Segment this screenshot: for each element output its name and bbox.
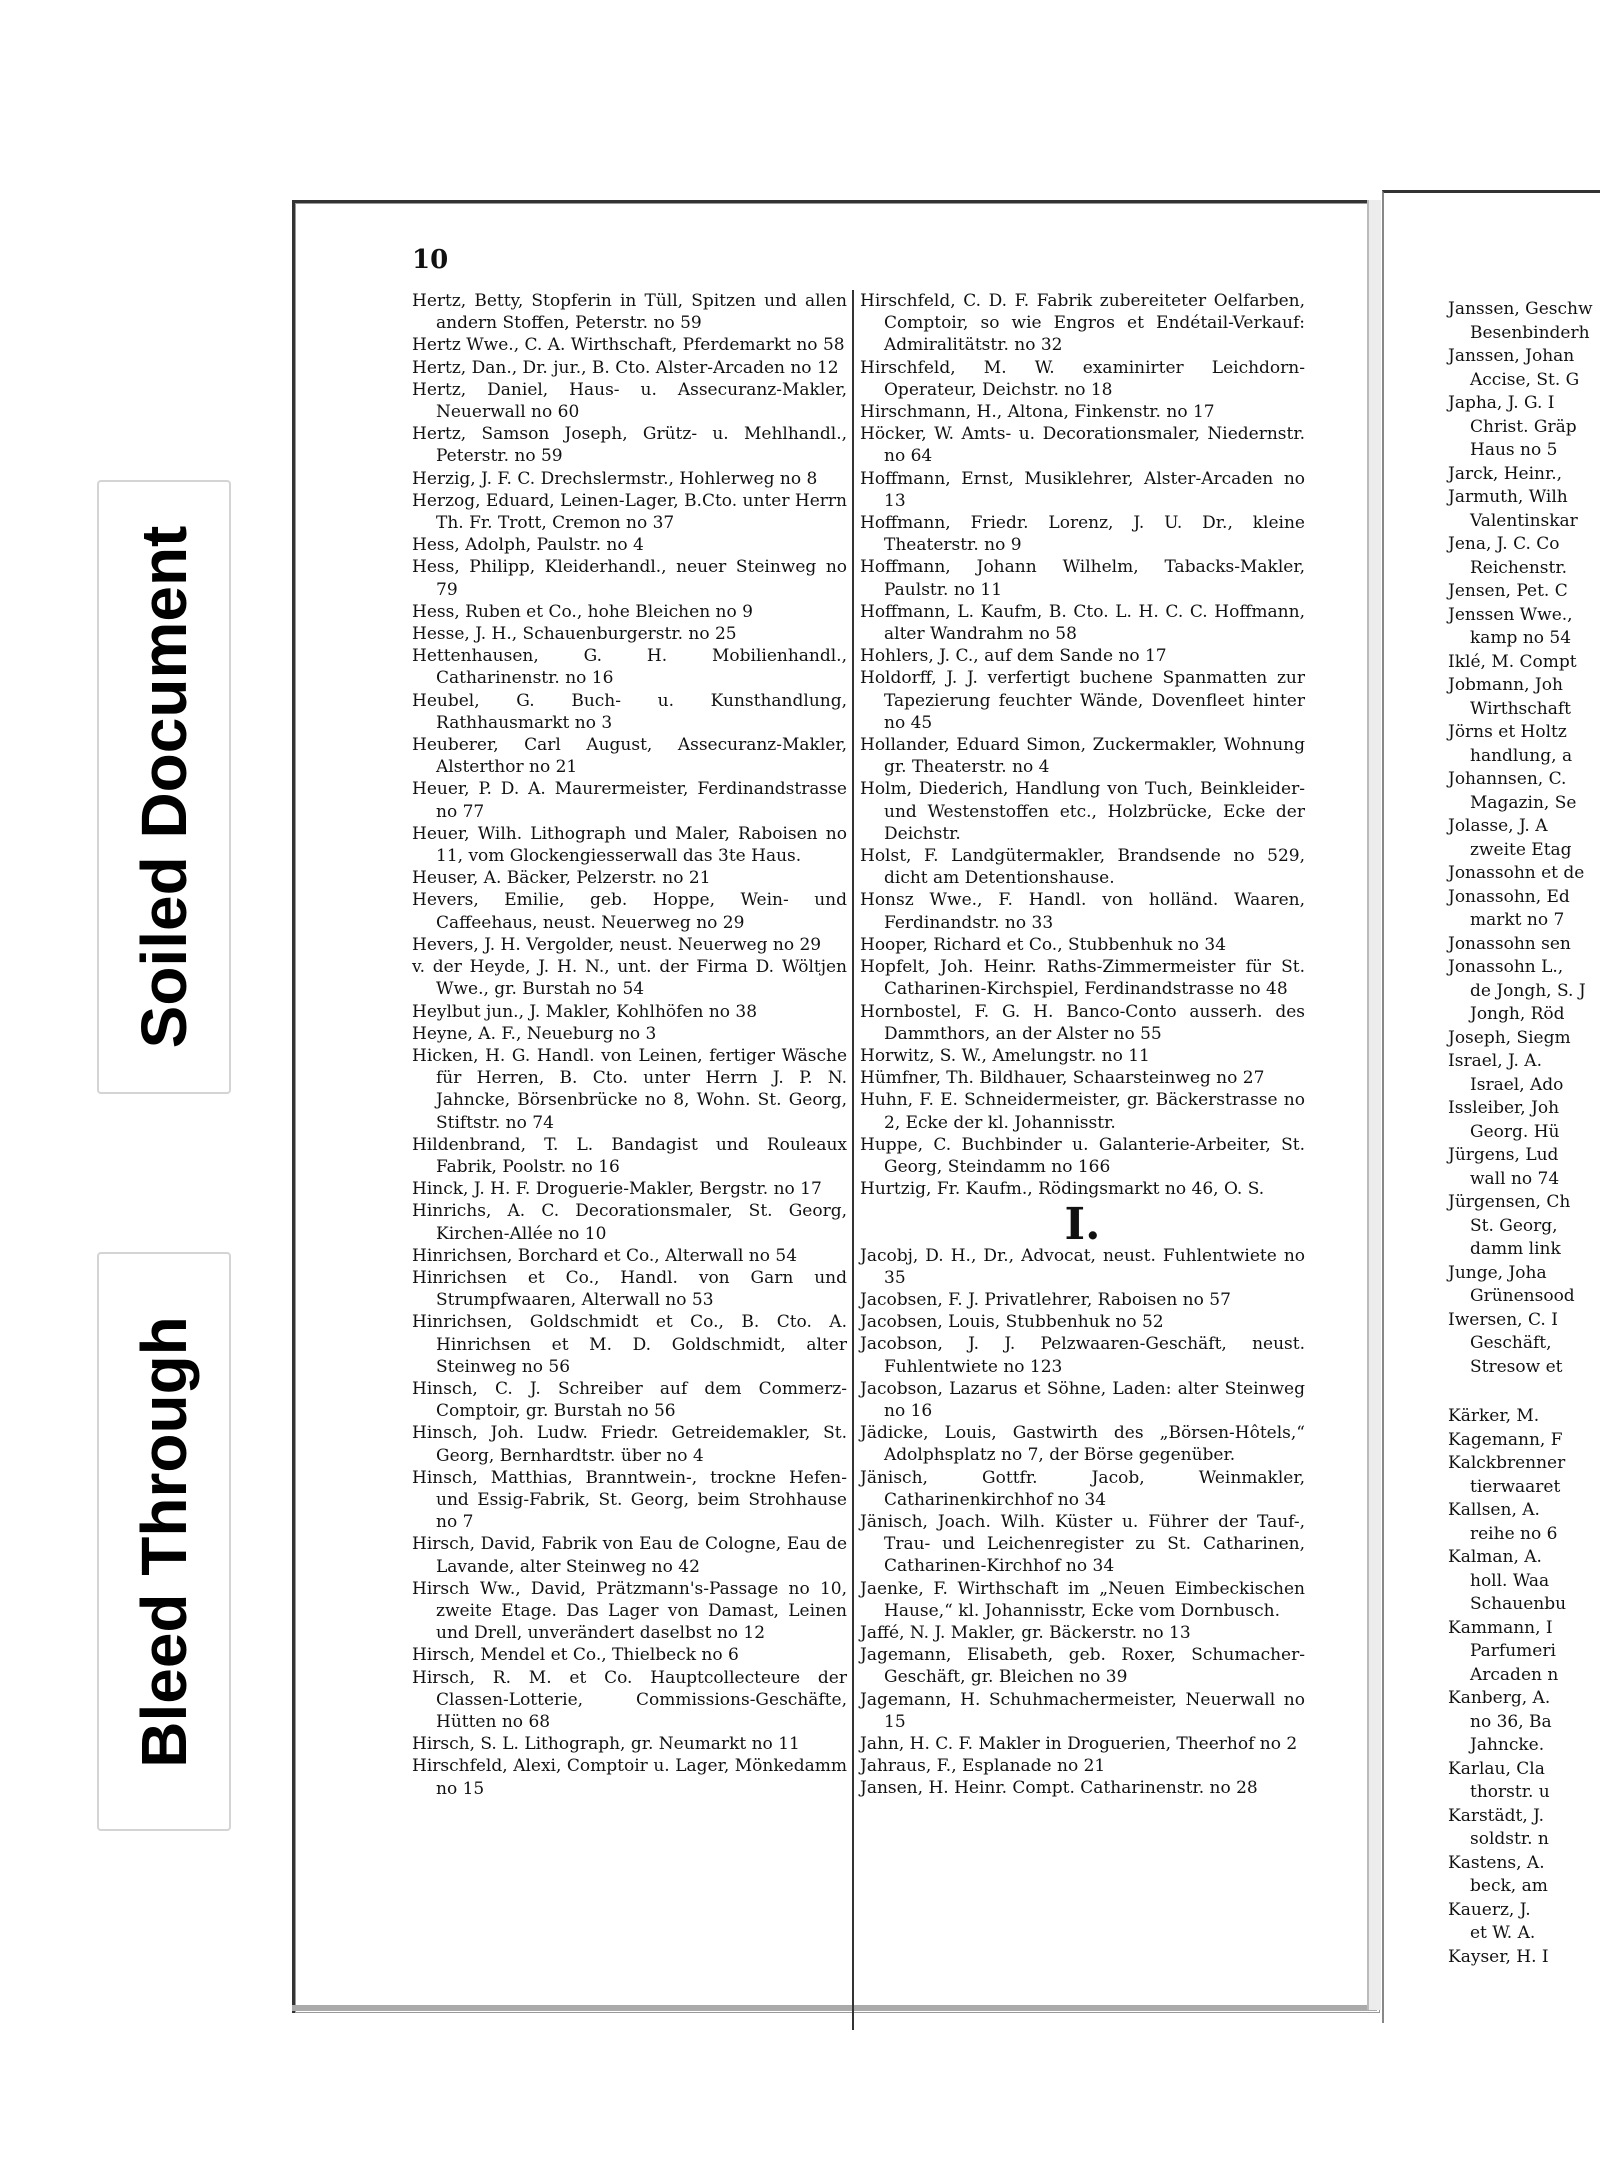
facing-page-line: thorstr. u (1470, 1782, 1550, 1802)
facing-page-line: Kagemann, F (1448, 1429, 1563, 1450)
directory-entry: Hirschfeld, C. D. F. Fabrik zubereiteter Oelfarben, Comptoir, so wie Engros et Endétail-Verkauf: Admiralitätstr. no 32 (860, 291, 1305, 356)
facing-page-line: Valentinskar (1470, 510, 1578, 531)
facing-page-line: Jörns et Holtz (1448, 722, 1567, 742)
directory-entry: Hirschmann, H., Altona, Finkenstr. no 17 (860, 402, 1215, 423)
directory-entry: Jagemann, H. Schuhmachermeister, Neuerwall no 15 (860, 1689, 1305, 1732)
directory-entry: Hoffmann, Ernst, Musiklehrer, Alster-Arcaden no 13 (860, 468, 1305, 511)
directory-entry: Jacobsen, F. J. Privatlehrer, Raboisen no 57 (860, 1289, 1231, 1310)
directory-entry: v. der Heyde, J. H. N., unt. der Firma D. Wöltjen Wwe., gr. Burstah no 54 (412, 957, 847, 1000)
directory-entry: Hinrichsen, Goldschmidt et Co., B. Cto. A. Hinrichsen et M. D. Goldschmidt, alter Steinweg no 56 (412, 1312, 847, 1377)
facing-page-line: Jonassohn et de (1448, 863, 1585, 883)
facing-page-line: Parfumeri (1470, 1641, 1556, 1661)
facing-page-line: Kauerz, J. (1448, 1899, 1531, 1920)
facing-page-line: Kalman, A. (1448, 1547, 1542, 1567)
directory-entry: Holdorff, J. J. verfertigt buchene Spanmatten zur Tapezierung feuchter Wände, Dovenfleet hinter no 45 (860, 668, 1305, 733)
facing-page-line: Kalckbrenner (1448, 1453, 1566, 1473)
directory-entry: Hinrichsen, Borchard et Co., Alterwall no 54 (412, 1245, 798, 1266)
facing-page-line: Kastens, A. (1448, 1852, 1545, 1873)
directory-entry: Hurtzig, Fr. Kaufm., Rödingsmarkt no 46, O. S. (860, 1179, 1265, 1200)
facing-page-column (1448, 298, 1600, 1969)
facing-page-line: Karlau, Cla (1448, 1758, 1545, 1779)
directory-entry: Jahraus, F., Esplanade no 21 (860, 1756, 1106, 1777)
facing-page-line: St. Georg, (1470, 1215, 1558, 1236)
facing-page-line: Jensen, Pet. C (1448, 581, 1568, 601)
directory-entry: Hess, Philipp, Kleiderhandl., neuer Steinweg no 79 (412, 557, 847, 600)
directory-entry: Hümfner, Th. Bildhauer, Schaarsteinweg no 27 (860, 1068, 1265, 1089)
directory-entry: Hirsch, S. L. Lithograph, gr. Neumarkt no 11 (412, 1734, 800, 1755)
facing-page-line: Johannsen, C. (1448, 769, 1567, 789)
facing-page-line: Geschäft, (1470, 1333, 1552, 1353)
facing-page-line: Stresow et (1470, 1356, 1563, 1377)
directory-entry: Hildenbrand, T. L. Bandagist und Rouleaux Fabrik, Poolstr. no 16 (412, 1134, 847, 1177)
facing-page-line: Jobmann, Joh (1448, 675, 1563, 695)
directory-entry: Hirsch, David, Fabrik von Eau de Cologne, Eau de Lavande, alter Steinweg no 42 (412, 1534, 847, 1577)
directory-entry: Heuberer, Carl August, Assecuranz-Makler, Alsterthor no 21 (412, 735, 847, 778)
directory-entry: Jacobsen, Louis, Stubbenhuk no 52 (860, 1312, 1164, 1333)
page-bottom-edge (292, 2005, 1377, 2011)
facing-page-line: Kallsen, A. (1448, 1500, 1540, 1520)
directory-entry: Herzig, J. F. C. Drechslermstr., Hohlerweg no 8 (412, 468, 818, 489)
facing-page-line: Jürgensen, Ch (1448, 1192, 1571, 1212)
directory-entry: Huppe, C. Buchbinder u. Galanterie-Arbeiter, St. Georg, Steindamm no 166 (860, 1134, 1305, 1177)
facing-page-line: handlung, a (1470, 745, 1573, 766)
facing-page-line: Haus no 5 (1470, 440, 1558, 460)
directory-entry: Jacobson, Lazarus et Söhne, Laden: alter Steinweg no 16 (860, 1378, 1305, 1421)
facing-page-line: Jonassohn sen (1448, 933, 1571, 954)
directory-entry: Heuser, A. Bäcker, Pelzerstr. no 21 (412, 868, 711, 889)
facing-page-line: Besenbinderh (1470, 322, 1590, 343)
facing-page-line: Magazin, Se (1470, 792, 1577, 813)
column-2-bottom (860, 1245, 1305, 1800)
directory-entry: Heyne, A. F., Neueburg no 3 (412, 1023, 657, 1044)
directory-entry: Herzog, Eduard, Leinen-Lager, B.Cto. unter Herrn Th. Fr. Trott, Cremon no 37 (412, 490, 847, 534)
facing-page-line: Issleiber, Joh (1448, 1098, 1560, 1118)
facing-page-line: Israel, Ado (1470, 1074, 1564, 1095)
directory-entry: Hollander, Eduard Simon, Zuckermakler, Wohnung gr. Theaterstr. no 4 (860, 735, 1305, 778)
directory-entry: Jagemann, Elisabeth, geb. Roxer, Schumacher-Geschäft, gr. Bleichen no 39 (860, 1645, 1305, 1688)
directory-entry: Hertz, Betty, Stopferin in Tüll, Spitzen und allen andern Stoffen, Peterstr. no 59 (412, 291, 847, 334)
directory-entry: Hinck, J. H. F. Droguerie-Makler, Bergstr. no 17 (412, 1179, 822, 1200)
directory-entry: Hopfelt, Joh. Heinr. Raths-Zimmermeister für St. Catharinen-Kirchspiel, Ferdinandstrasse no 48 (860, 957, 1305, 1000)
directory-entry: Hertz, Daniel, Haus- u. Assecuranz-Makler, Neuerwall no 60 (412, 379, 847, 423)
soiled-document-label-box (97, 480, 231, 1094)
directory-entry: Hinsch, C. J. Schreiber auf dem Commerz-Comptoir, gr. Burstah no 56 (412, 1378, 847, 1422)
directory-entry: Jänisch, Gottfr. Jacob, Weinmakler, Catharinenkirchhof no 34 (860, 1467, 1305, 1510)
facing-page-line: reihe no 6 (1470, 1523, 1558, 1544)
facing-page-line: Jahncke. (1470, 1735, 1545, 1755)
column-1 (412, 290, 847, 1800)
directory-entry: Hevers, J. H. Vergolder, neust. Neuerweg no 29 (412, 934, 822, 955)
directory-entry: Hirsch Ww., David, Prätzmann's-Passage no 10, zweite Etage. Das Lager von Damast, Leinen und Drell, unverändert daselbst no 12 (412, 1578, 847, 1644)
facing-page-line: wall no 74 (1470, 1168, 1560, 1189)
directory-entry: Holm, Diederich, Handlung von Tuch, Beinkleider- und Westenstoffen etc., Holzbrücke, Ecke der Deichstr. (860, 779, 1305, 844)
directory-entry: Hess, Adolph, Paulstr. no 4 (412, 535, 644, 556)
facing-page-line: Japha, J. G. I (1448, 393, 1555, 413)
facing-page-line: Joseph, Siegm (1448, 1027, 1571, 1048)
facing-page-line: Jongh, Röd (1470, 1004, 1565, 1024)
directory-entry: Hinrichsen et Co., Handl. von Garn und Strumpfwaaren, Alterwall no 53 (412, 1267, 847, 1311)
book-spine (1367, 200, 1381, 2010)
directory-entry: Jansen, H. Heinr. Compt. Catharinenstr. no 28 (860, 1778, 1258, 1799)
facing-page-line: beck, am (1470, 1876, 1548, 1896)
directory-entry: Hirsch, Mendel et Co., Thielbeck no 6 (412, 1645, 739, 1666)
directory-entry: Heuer, P. D. A. Maurermeister, Ferdinandstrasse no 77 (412, 779, 847, 822)
facing-page-line: Jarmuth, Wilh (1448, 487, 1568, 507)
facing-page-line: Kammann, I (1448, 1617, 1553, 1638)
facing-page-line: Iklé, M. Compt (1448, 651, 1577, 672)
directory-entry: Honsz Wwe., F. Handl. von holländ. Waaren, Ferdinandstr. no 33 (860, 890, 1305, 933)
directory-entry: Jacobj, D. H., Dr., Advocat, neust. Fuhlentwiete no 35 (860, 1245, 1305, 1288)
facing-page-line: Iwersen, C. I (1448, 1309, 1558, 1330)
directory-entry: Jädicke, Louis, Gastwirth des „Börsen-Hôtels,“ Adolphsplatz no 7, der Börse gegenüber. (860, 1423, 1305, 1466)
facing-page-line: tierwaaret (1470, 1476, 1561, 1497)
directory-entry: Hinsch, Joh. Ludw. Friedr. Getreidemakler, St. Georg, Bernhardtstr. über no 4 (412, 1423, 847, 1466)
page-number: 10 (412, 245, 449, 275)
bleed-through-label-box (97, 1252, 231, 1831)
facing-page-line: Janssen, Geschw (1448, 299, 1593, 319)
facing-page-line: Kayser, H. I (1448, 1946, 1549, 1967)
section-letter: I. (1064, 1199, 1101, 1251)
facing-page-line: Kärker, M. (1448, 1406, 1540, 1426)
facing-page-line: soldstr. n (1470, 1829, 1549, 1849)
directory-entry: Höcker, W. Amts- u. Decorationsmaler, Niedernstr. no 64 (860, 424, 1305, 467)
directory-entry: Hinrichs, A. C. Decorationsmaler, St. Georg, Kirchen-Allée no 10 (412, 1201, 847, 1244)
facing-page-line: zweite Etag (1470, 839, 1572, 860)
directory-entry: Jacobson, J. J. Pelzwaaren-Geschäft, neust. Fuhlentwiete no 123 (860, 1334, 1305, 1377)
facing-page-line: holl. Waa (1470, 1570, 1550, 1591)
directory-entry: Hooper, Richard et Co., Stubbenhuk no 34 (860, 934, 1227, 955)
directory-entry: Hornbostel, F. G. H. Banco-Conto ausserh. des Dammthors, an der Alster no 55 (860, 1001, 1305, 1044)
directory-entry: Huhn, F. E. Schneidermeister, gr. Bäckerstrasse no 2, Ecke der kl. Johannisstr. (860, 1090, 1305, 1133)
bleed-through-label: Bleed Through (128, 1315, 200, 1768)
directory-entry: Hertz Wwe., C. A. Wirthschaft, Pferdemarkt no 58 (412, 335, 845, 356)
facing-page-line: damm link (1470, 1239, 1561, 1259)
facing-page-line: Grünensood (1470, 1286, 1575, 1306)
facing-page-line: kamp no 54 (1470, 628, 1572, 648)
facing-page-line: Reichenstr. (1470, 557, 1567, 578)
directory-entry: Hirschfeld, Alexi, Comptoir u. Lager, Mönkedamm no 15 (412, 1756, 847, 1799)
column-divider (852, 290, 854, 2030)
facing-page-line: Kanberg, A. (1448, 1688, 1551, 1708)
directory-entry: Jaffé, N. J. Makler, gr. Bäckerstr. no 13 (860, 1622, 1191, 1643)
directory-entry: Hess, Ruben et Co., hohe Bleichen no 9 (412, 601, 753, 622)
facing-page-line: Jürgens, Lud (1448, 1145, 1559, 1165)
soiled-document-label: Soiled Document (128, 525, 200, 1049)
facing-page-line: Jarck, Heinr., (1448, 463, 1563, 484)
facing-page-line: Jonassohn L., (1448, 957, 1564, 977)
facing-page-line: Jena, J. C. Co (1448, 534, 1560, 554)
facing-page-line: Jenssen Wwe., (1448, 604, 1573, 625)
directory-entry: Holst, F. Landgütermakler, Brandsende no 529, dicht am Detentionshause. (860, 846, 1305, 889)
directory-entry: Jänisch, Joach. Wilh. Küster u. Führer der Tauf-, Trau- und Leichenregister zu St. Catharinen, Catharinen-Kirchhof no 34 (860, 1511, 1305, 1577)
directory-entry: Hevers, Emilie, geb. Hoppe, Wein- und Caffeehaus, neust. Neuerweg no 29 (412, 890, 847, 933)
directory-entry: Hettenhausen, G. H. Mobilienhandl., Catharinenstr. no 16 (412, 646, 847, 689)
facing-page-line: Jonassohn, Ed (1448, 886, 1570, 907)
facing-page-line: Christ. Gräp (1470, 416, 1577, 437)
facing-page-line: markt no 7 (1470, 910, 1565, 930)
facing-page-line: Georg. Hü (1470, 1121, 1560, 1142)
facing-page-line: de Jongh, S. J (1470, 980, 1586, 1001)
directory-entry: Hohlers, J. C., auf dem Sande no 17 (860, 646, 1167, 667)
directory-entry: Hoffmann, Friedr. Lorenz, J. U. Dr., kleine Theaterstr. no 9 (860, 513, 1305, 556)
directory-entry: Hoffmann, Johann Wilhelm, Tabacks-Makler, Paulstr. no 11 (860, 557, 1305, 600)
directory-entry: Hoffmann, L. Kaufm, B. Cto. L. H. C. C. Hoffmann, alter Wandrahm no 58 (860, 601, 1305, 645)
facing-page-line: Junge, Joha (1448, 1262, 1547, 1283)
facing-page-line: Israel, J. A. (1448, 1051, 1542, 1071)
directory-entry: Hirsch, R. M. et Co. Hauptcollecteure der Classen-Lotterie, Commissions-Geschäfte, Hütten no 68 (412, 1667, 847, 1732)
directory-entry: Jaenke, F. Wirthschaft im „Neuen Eimbeckischen Hause,“ kl. Johannisstr, Ecke vom Dornbusch. (860, 1578, 1305, 1621)
directory-entry: Horwitz, S. W., Amelungstr. no 11 (860, 1045, 1150, 1066)
facing-page-line: Accise, St. G (1470, 369, 1580, 390)
directory-entry: Heuer, Wilh. Lithograph und Maler, Raboisen no 11, vom Glockengiesserwall das 3te Haus. (412, 823, 847, 867)
facing-page-line: Arcaden n (1470, 1664, 1559, 1685)
column-2-top (860, 290, 1305, 1200)
directory-entry: Hertz, Dan., Dr. jur., B. Cto. Alster-Arcaden no 12 (412, 357, 839, 378)
facing-page-line: Jolasse, J. A (1448, 816, 1548, 836)
facing-page-line: Wirthschaft (1470, 698, 1571, 719)
directory-entry: Hesse, J. H., Schauenburgerstr. no 25 (412, 624, 737, 645)
column-2 (860, 290, 1305, 1800)
directory-entry: Hicken, H. G. Handl. von Leinen, fertiger Wäsche für Herren, B. Cto. unter Herrn J. P. N. Jahncke, Börsenbrücke no 8, Wohn. St. Georg, Stiftstr. no 74 (412, 1045, 847, 1133)
directory-entry: Hinsch, Matthias, Branntwein-, trockne Hefen- und Essig-Fabrik, St. Georg, beim Strohhause no 7 (412, 1467, 847, 1533)
facing-page-line: Schauenbu (1470, 1594, 1567, 1614)
directory-entry: Jahn, H. C. F. Makler in Droguerien, Theerhof no 2 (860, 1734, 1298, 1754)
directory-entry: Heubel, G. Buch- u. Kunsthandlung, Rathhausmarkt no 3 (412, 690, 847, 733)
facing-page-line: Janssen, Johan (1448, 346, 1575, 366)
facing-page-line: et W. A. (1470, 1923, 1536, 1943)
facing-page-line: no 36, Ba (1470, 1711, 1552, 1732)
directory-entry: Heylbut jun., J. Makler, Kohlhöfen no 38 (412, 1001, 758, 1022)
facing-page-line: Karstädt, J. (1448, 1805, 1545, 1826)
directory-entry: Hertz, Samson Joseph, Grütz- u. Mehlhandl., Peterstr. no 59 (412, 424, 847, 467)
directory-entry: Hirschfeld, M. W. examinirter Leichdorn-Operateur, Deichstr. no 18 (860, 357, 1305, 400)
